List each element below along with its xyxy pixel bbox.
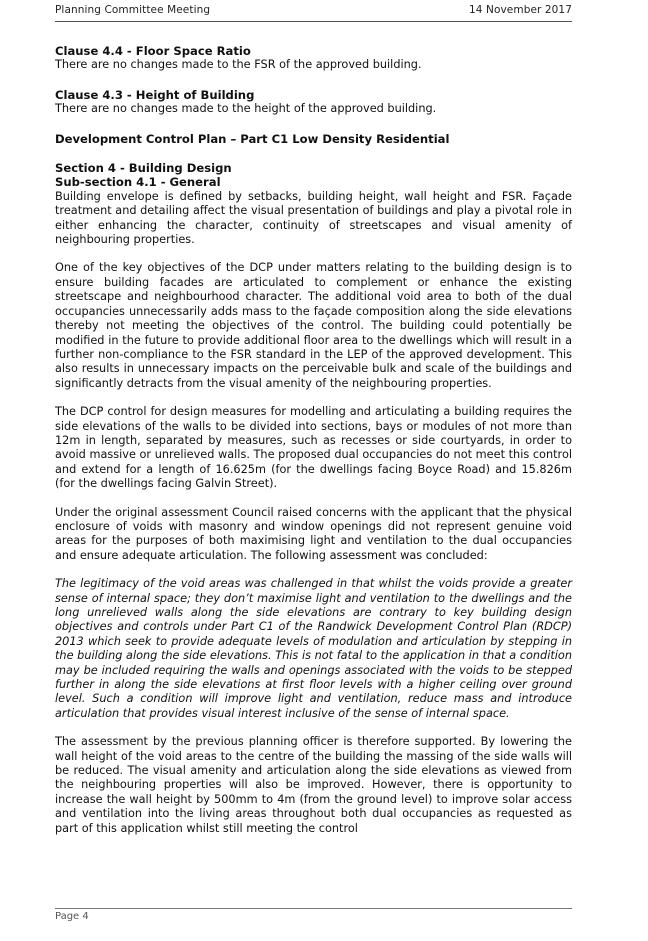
section-4-heading: Section 4 - Building Design: [55, 161, 232, 176]
clause-4-4-text: There are no changes made to the FSR of the approved building.: [55, 58, 422, 72]
header-meeting-title: Planning Committee Meeting: [55, 4, 211, 16]
paragraph-assessment-supported: The assessment by the previous planning officer is therefore supported. By lowering the wall height of the void areas to the centre of the building the massing of the side walls will be reduced. The visual amenity and articulation along the side elevations as viewed from the neighbouring properties will also be improved. However, there is opportunity to increase the wall height by 500mm to 4m (from the ground level) to improve solar access and ventilation into the living areas throughout both dual occupancies as requested as part of this application whilst still meeting the control: [55, 735, 572, 835]
header-date: 14 November 2017: [469, 4, 572, 16]
document-body: [55, 44, 572, 836]
footer-divider: [55, 908, 572, 909]
page-number: Page 4: [55, 911, 89, 922]
paragraph-building-envelope: Building envelope is defined by setbacks, building height, wall height and FSR. Façade treatment and detailing affect the visual presentation of buildings and play a pivotal role in either enhancing the character, continuity of streetscapes and visual amenity of neighbouring properties.: [55, 189, 572, 247]
paragraph-dcp-objectives: One of the key objectives of the DCP under matters relating to the building design is to ensure building facades are articulated to complement or enhance the existing streetscape and neighbourhood character. The additional void area to both of the dual occupancies unnecessarily adds mass to the façade composition along the side elevations thereby not meeting the objectives of the control. The building could potentially be modified in the future to provide additional floor area to the dwellings which will result in a further non-compliance to the FSR standard in the LEP of the approved development. This also results in unnecessary impacts on the perceivable bulk and scale of the buildings and significantly detracts from the visual amenity of the neighbouring properties.: [55, 261, 572, 390]
clause-4-4-heading: Clause 4.4 - Floor Space Ratio: [55, 44, 251, 58]
subsection-4-1-heading: Sub-section 4.1 - General: [55, 175, 221, 190]
header-divider: [55, 21, 572, 22]
paragraph-dcp-control: The DCP control for design measures for modelling and articulating a building requires the side elevations of the walls to be divided into sections, bays or modules of not more than 12m in length, separated by measures, such as recesses or side courtyards, in order to avoid massive or unrelieved walls. The proposed dual occupancies do not meet this control and extend for a length of 16.625m (for the dwellings facing Boyce Road) and 15.826m (for the dwellings facing Galvin Street).: [55, 405, 572, 491]
dcp-heading: Development Control Plan – Part C1 Low Density Residential: [55, 131, 450, 146]
clause-4-3-heading: Clause 4.3 - Height of Building: [55, 87, 255, 102]
paragraph-original-assessment: Under the original assessment Council raised concerns with the applicant that the physical enclosure of voids with masonry and window openings did not represent genuine void areas for the purposes of both maximising light and ventilation to the dual occupancies and ensure adequate articulation. The following assessment was concluded:: [55, 505, 572, 562]
page-header: [55, 4, 572, 20]
clause-4-3-text: There are no changes made to the height of the approved building.: [55, 102, 437, 116]
paragraph-quoted-assessment: The legitimacy of the void areas was challenged in that whilst the voids provide a greater sense of internal space; they don’t maximise light and ventilation to the dwellings and the long unrelieved walls along the side elevations are contrary to key building design objectives and controls under Part C1 of the Randwick Development Control Plan (RDCP) 2013 which seek to provide adequate levels of modulation and articulation by stepping in the building along the side elevations. This is not fatal to the application in that a condition may be included requiring the walls and openings associated with the voids to be stepped further in along the side elevations at first floor levels with a higher ceiling over ground level. Such a condition will improve light and ventilation, reduce mass and introduce articulation that provides visual interest inclusive of the sense of internal space.: [55, 577, 572, 720]
